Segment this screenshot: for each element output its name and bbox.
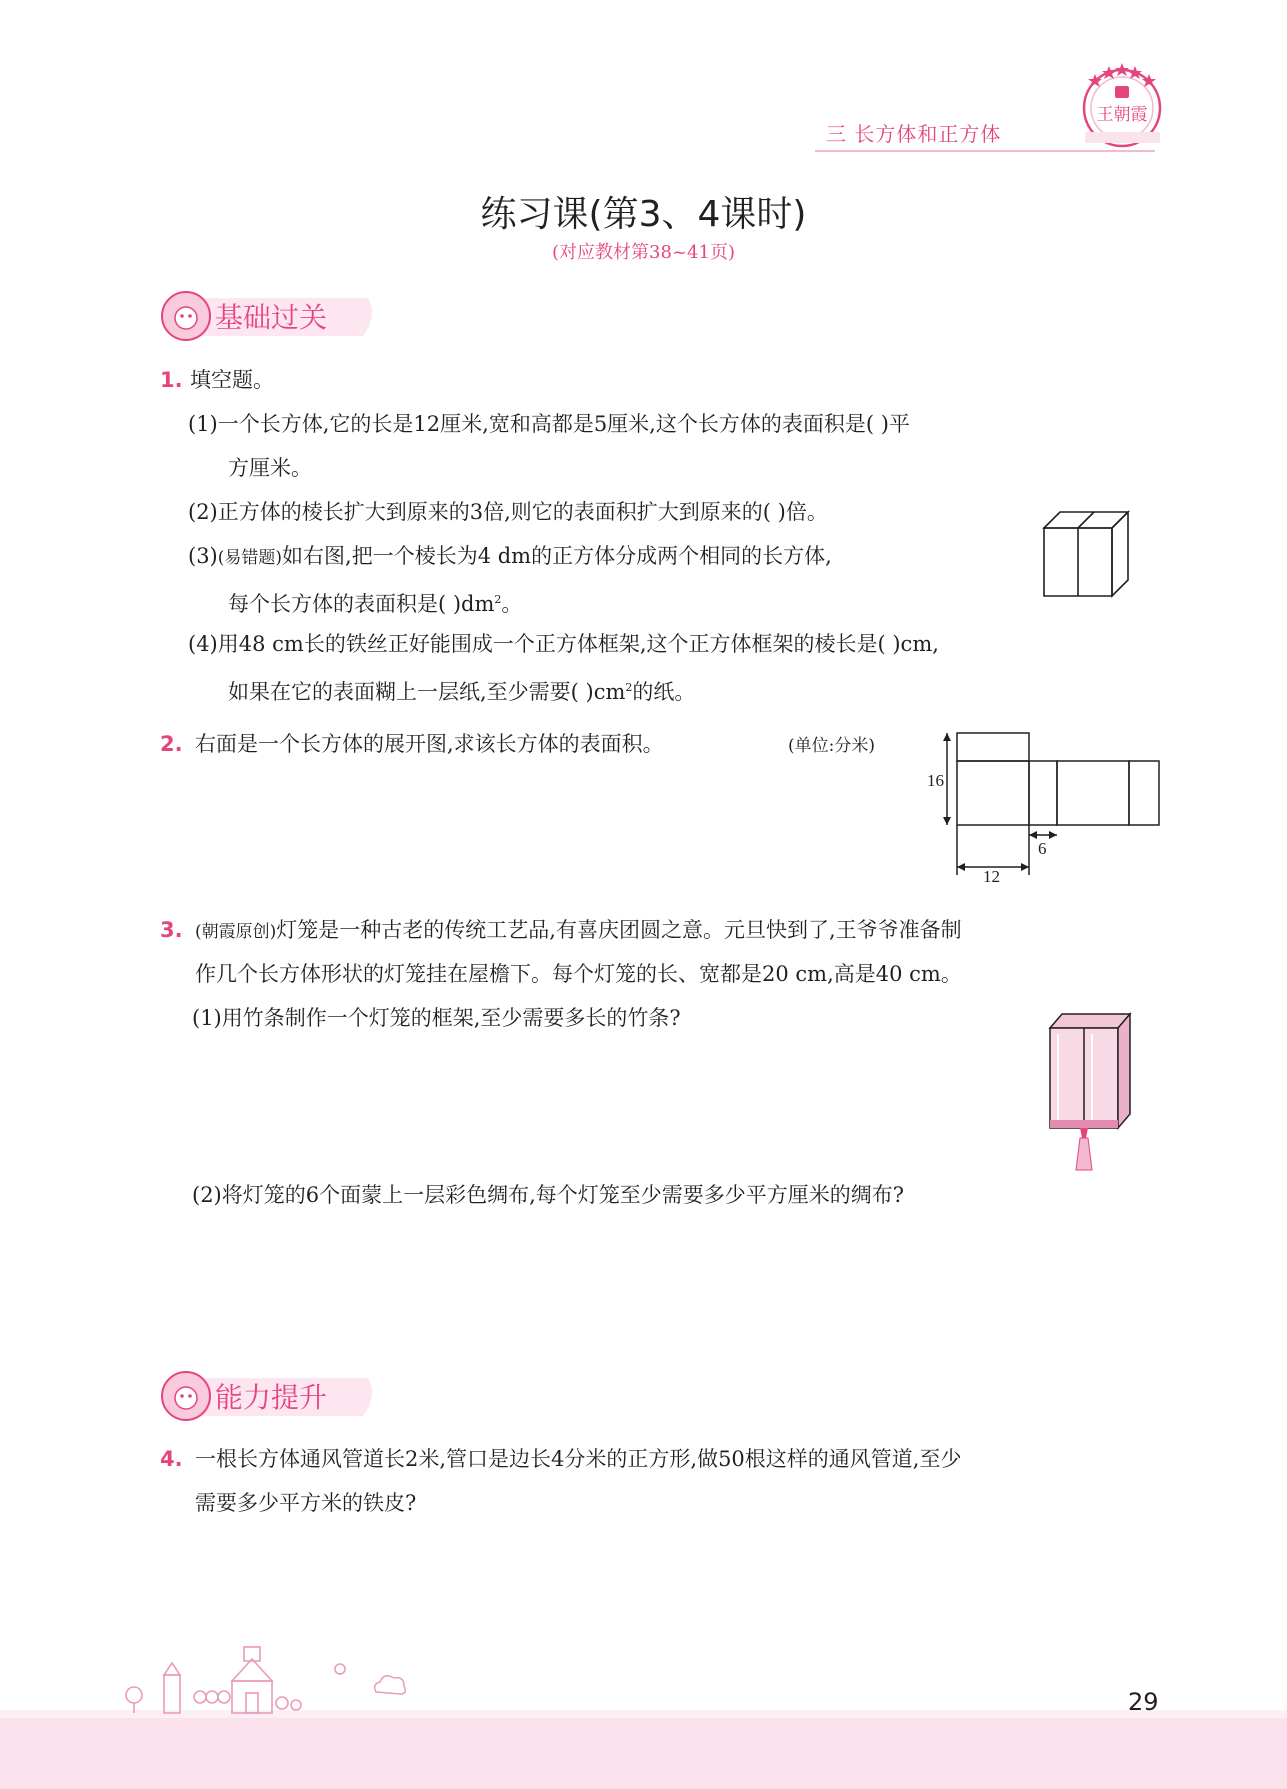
net-height-label: 16: [927, 771, 944, 790]
chapter-header: 三 长方体和正方体: [826, 122, 1002, 146]
q1-part2: (2)正方体的棱长扩大到原来的3倍,则它的表面积扩大到原来的( )倍。: [188, 500, 828, 524]
cloud-icon: [370, 1670, 410, 1700]
q1-part3-line2-text: 每个长方体的表面积是( )dm: [228, 592, 495, 616]
q1-part4-line2-text: 如果在它的表面糊上一层纸,至少需要( )cm: [228, 680, 626, 704]
q1-part3-text: 如右图,把一个棱长为4 dm的正方体分成两个相同的长方体,: [282, 544, 832, 568]
q4-line1: 一根长方体通风管道长2米,管口是边长4分米的正方形,做50根这样的通风管道,至少: [195, 1447, 962, 1471]
q1-part1-line2: 方厘米。: [228, 456, 312, 480]
q1-part1-line1: (1)一个长方体,它的长是12厘米,宽和高都是5厘米,这个长方体的表面积是( )平: [188, 412, 910, 436]
q3-sub1: (1)用竹条制作一个灯笼的框架,至少需要多长的竹条?: [192, 1006, 681, 1030]
net-length-label: 12: [983, 867, 1000, 885]
q3-tag: (朝霞原创): [195, 922, 277, 942]
cuboid-net-figure: [925, 725, 1165, 885]
q4-line2: 需要多少平方米的铁皮?: [195, 1491, 417, 1515]
q1-part3-line1: [188, 541, 832, 573]
question-number-1: 1.: [160, 368, 183, 392]
q1-part3-line2: [228, 585, 522, 619]
q1-part3-prefix: (3): [188, 544, 218, 568]
section-title-advanced: 能力提升: [215, 1381, 328, 1414]
question-number-4: 4.: [160, 1447, 183, 1471]
q1-part4-exponent: 2: [625, 681, 633, 694]
footer-band: [0, 1710, 1287, 1789]
q1-part4-line2: [228, 673, 695, 707]
q1-part3-exponent: 2: [494, 593, 502, 606]
net-width-label: 6: [1038, 839, 1047, 858]
q1-part3-line2-end: 。: [501, 592, 523, 616]
question-number-3: 3.: [160, 918, 183, 942]
textbook-reference: (对应教材第38~41页): [552, 242, 735, 263]
footer-town-illustration: [120, 1645, 400, 1715]
q2-text: 右面是一个长方体的展开图,求该长方体的表面积。: [195, 732, 664, 756]
q1-part4-line2-end: 的纸。: [632, 680, 696, 704]
q3-sub2: (2)将灯笼的6个面蒙上一层彩色绸布,每个灯笼至少需要多少平方厘米的绸布?: [192, 1183, 905, 1207]
svg-text:王朝霞: 王朝霞: [1096, 105, 1148, 125]
q1-part4-line1: (4)用48 cm长的铁丝正好能围成一个正方体框架,这个正方体框架的棱长是( )cm,: [188, 632, 939, 656]
section-title-basic: 基础过关: [215, 301, 328, 334]
q2-unit: (单位:分米): [788, 736, 875, 756]
question-number-2: 2.: [160, 732, 183, 756]
page-title: 练习课(第3、4课时): [480, 194, 807, 235]
lantern-illustration: [1040, 1010, 1140, 1175]
publisher-logo: [1075, 60, 1170, 152]
split-cube-figure: [1040, 508, 1132, 600]
page-number: 29: [1128, 1688, 1159, 1716]
q3-line2: 作几个长方体形状的灯笼挂在屋檐下。每个灯笼的长、宽都是20 cm,高是40 cm。: [195, 962, 962, 986]
q1-part3-tag: (易错题): [217, 548, 283, 568]
q3-line1: [195, 915, 962, 947]
q1-stem: 填空题。: [190, 368, 274, 392]
q3-line1-text: 灯笼是一种古老的传统工艺品,有喜庆团圆之意。元旦快到了,王爷爷准备制: [276, 918, 962, 942]
